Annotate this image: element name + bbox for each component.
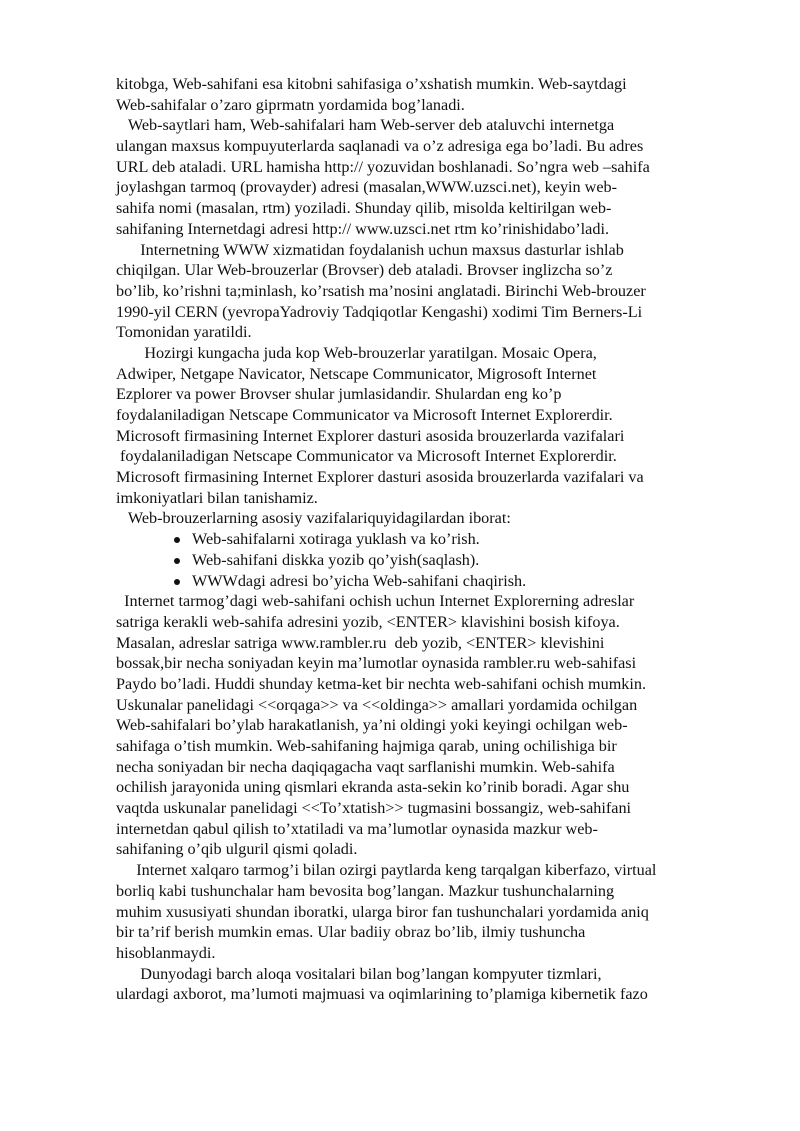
text-line: sahifaning Internetdagi adresi http:// www.uzsci.net rtm ko’rinishidabo’ladi. <box>116 219 609 238</box>
text-line: ulangan maxsus kompuyuterlarda saqlanadi va o’z adresiga ega bo’ladi. Bu adres <box>116 137 644 156</box>
text-line: ulardagi axborot, ma’lumoti majmuasi va oqimlarining to’plamiga kibernetik fazo <box>116 985 648 1004</box>
text-line: satriga kerakli web-sahifa adresini yozib, <ENTER> klavishini bosish kifoya. <box>116 612 620 631</box>
bullet-item: Web-sahifalarni xotiraga yuklash va ko’rish. <box>116 529 756 550</box>
text-line: Web-sahifalari bo’ylab harakatlanish, ya’ni oldingi yoki keyingi ochilgan web- <box>116 716 628 735</box>
text-line: bo’lib, ko’rishni ta;minlash, ko’rsatish ma’nosini anglatadi. Birinchi Web-brouzer <box>116 281 646 300</box>
text-line: kitobga, Web-sahifani esa kitobni sahifasiga o’xshatish mumkin. Web-saytdagi <box>116 75 627 93</box>
text-line: sahifa nomi (masalan, rtm) yoziladi. Shunday qilib, misolda keltirilgan web- <box>116 199 612 218</box>
bullet-item: Web-sahifani diskka yozib qo’yish(saqlash). <box>116 550 756 571</box>
text-line: Web-brouzerlarning asosiy vazifalariquyidagilardan iborat: <box>116 509 511 528</box>
document-page <box>116 74 756 1005</box>
text-line: Dunyodagi barch aloqa vositalari bilan bog’langan kompyuter tizmlari, <box>116 964 602 983</box>
text-line: sahifaga o’tish mumkin. Web-sahifaning hajmiga qarab, uning ochilishiga bir <box>116 737 617 755</box>
text-line: Microsoft firmasining Internet Explorer dasturi asosida brouzerlarda vazifalari va <box>116 468 644 487</box>
text-line: 1990-yil CERN (yevropaYadroviy Tadqiqotlar Kengashi) xodimi Tim Berners-Li <box>116 302 643 321</box>
text-line: Web-saytlari ham, Web-sahifalari ham Web-server deb ataluvchi internetga <box>116 116 615 135</box>
text-line: URL deb ataladi. URL hamisha http:// yozuvidan boshlanadi. So’ngra web –sahifa <box>116 157 650 176</box>
text-line: Microsoft firmasining Internet Explorer dasturi asosida brouzerlarda vazifalari <box>116 426 625 445</box>
text-line: foydalaniladigan Netscape Communicator va Microsoft Internet Explorerdir. <box>116 447 617 466</box>
text-line: ochilish jarayonida uning qismlari ekranda asta-sekin ko’rinib boradi. Agar shu <box>116 778 630 797</box>
text-line: sahifaning o’qib ulguril qismi qoladi. <box>116 840 358 859</box>
text-line: Masalan, adreslar satriga www.rambler.ru deb yozib, <ENTER> klevishini <box>116 633 605 652</box>
text-line: Uskunalar panelidagi <<orqaga>> va <<oldinga>> amallari yordamida ochilgan <box>116 695 638 714</box>
text-line: necha soniyadan bir necha daqiqagacha vaqt sarflanishi mumkin. Web-sahifa <box>116 757 615 776</box>
text-line: chiqilgan. Ular Web-brouzerlar (Brovser) deb ataladi. Brovser inglizcha so’z <box>116 261 613 280</box>
text-line: hisoblanmaydi. <box>116 943 216 962</box>
text-line: vaqtda uskunalar panelidagi <<To’xtatish>> tugmasini bossangiz, web-sahifani <box>116 799 632 818</box>
text-line: borliq kabi tushunchalar ham bevosita bog’langan. Mazkur tushunchalarning <box>116 881 615 900</box>
text-line: foydalaniladigan Netscape Communicator va Microsoft Internet Explorerdir. <box>116 406 613 424</box>
text-line: bossak,bir necha soniyadan keyin ma’lumotlar oynasida rambler.ru web-sahifasi <box>116 654 637 673</box>
text-line: muhim xususiyati shundan iboratki, ularga biror fan tushunchalari yordamida aniq <box>116 902 649 921</box>
text-line: imkoniyatlari bilan tanishamiz. <box>116 488 318 507</box>
text-line: Internet tarmog’dagi web-sahifani ochish uchun Internet Explorerning adreslar <box>116 592 635 611</box>
text-line: bir ta’rif berish mumkin emas. Ular badiiy obraz bo’lib, ilmiy tushuncha <box>116 923 586 942</box>
text-line: Internetning WWW xizmatidan foydalanish uchun maxsus dasturlar ishlab <box>116 240 624 259</box>
text-line: Adwiper, Netgape Navicator, Netscape Communicator, Migrosoft Internet <box>116 364 597 383</box>
text-line: Internet xalqaro tarmog’i bilan ozirgi paytlarda keng tarqalgan kiberfazo, virtual <box>116 861 657 880</box>
text-line: Tomonidan yaratildi. <box>116 323 252 342</box>
text-line: Paydo bo’ladi. Huddi shunday ketma-ket bir nechta web-sahifani ochish mumkin. <box>116 674 647 693</box>
text-line: Web-sahifalar o’zaro giprmatn yordamida bog’lanadi. <box>116 95 465 114</box>
text-line: Hozirgi kungacha juda kop Web-brouzerlar yaratilgan. Mosaic Opera, <box>116 343 597 362</box>
text-line: Ezplorer va power Brovser shular jumlasidandir. Shulardan eng ko’p <box>116 385 562 404</box>
bullet-item: WWWdagi adresi bo’yicha Web-sahifani chaqirish. <box>116 571 756 592</box>
text-line: internetdan qabul qilish to’xtatiladi va ma’lumotlar oynasida mazkur web- <box>116 819 598 838</box>
text-line: joylashgan tarmoq (provayder) adresi (masalan,WWW.uzsci.net), keyin web- <box>116 178 618 197</box>
